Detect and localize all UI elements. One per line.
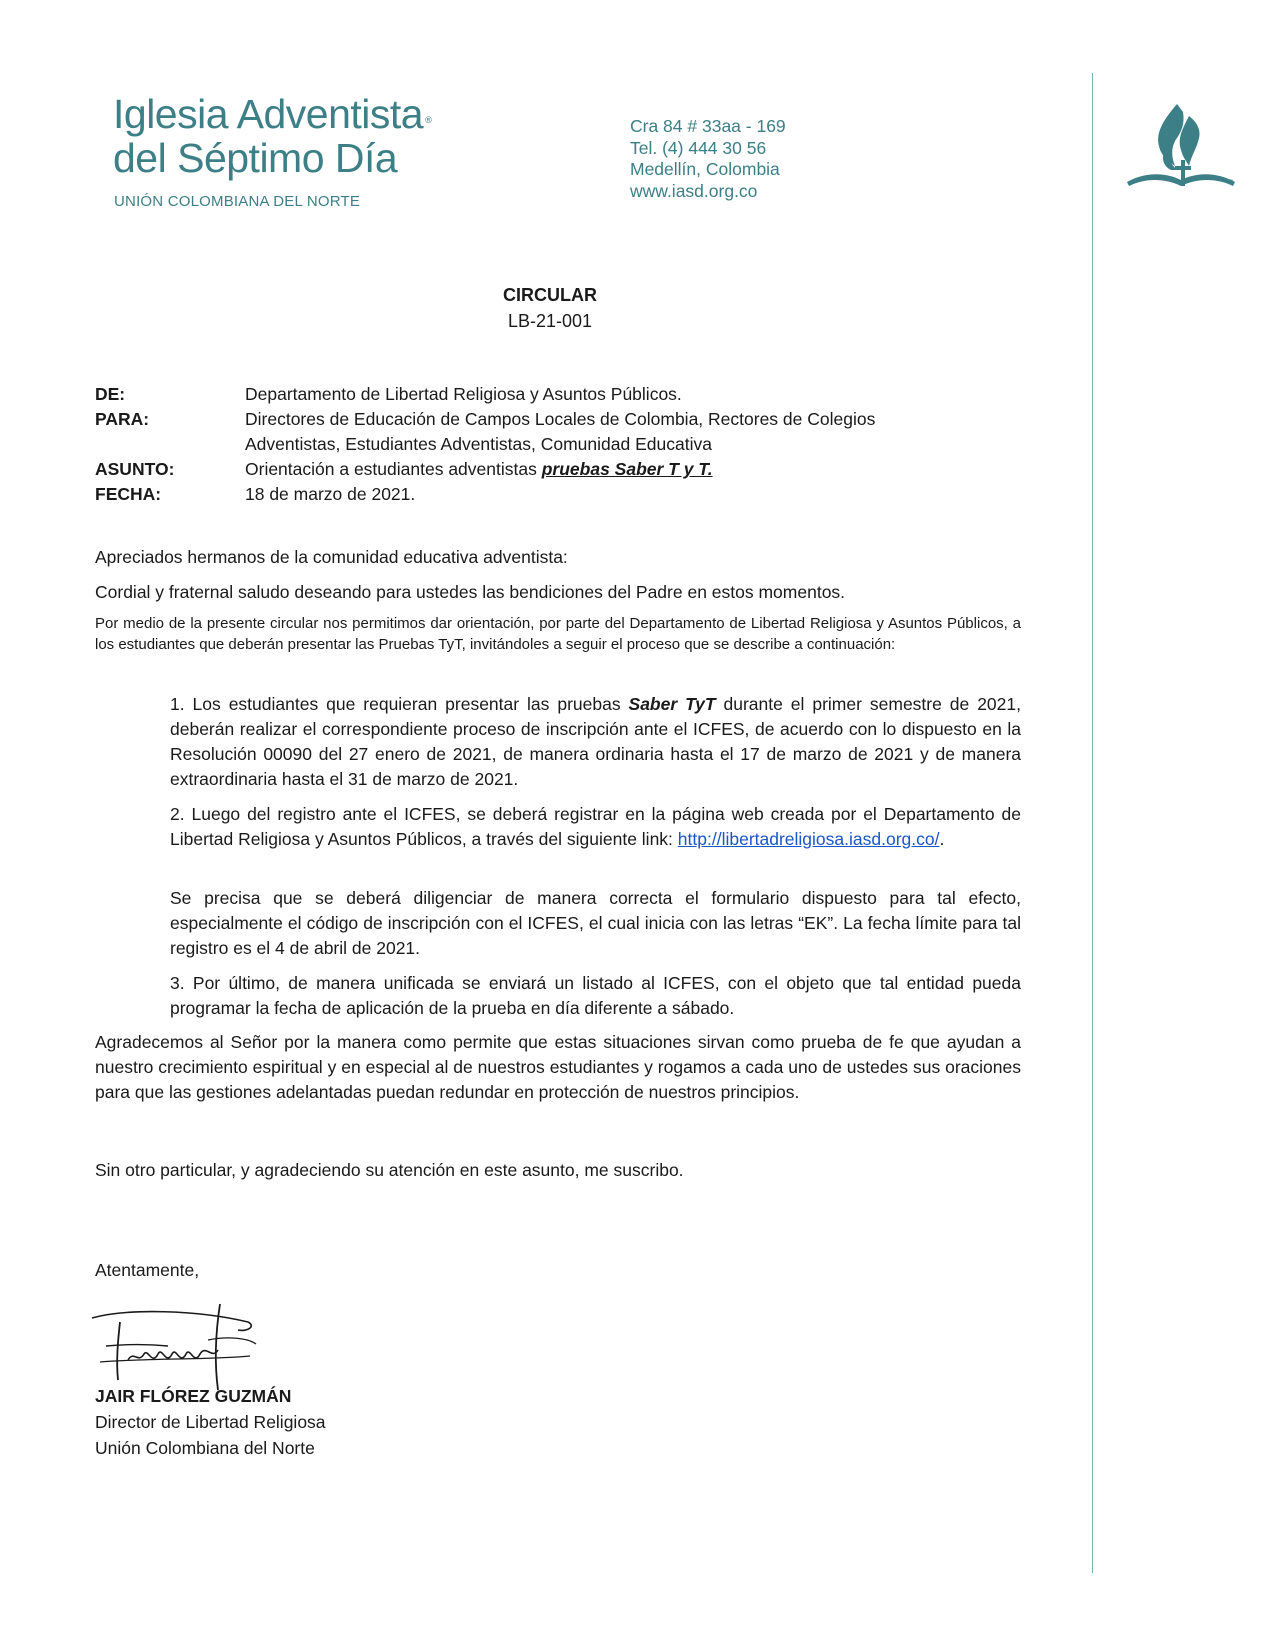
contact-website: www.iasd.org.co bbox=[630, 180, 758, 201]
meta-fecha-label: FECHA: bbox=[95, 484, 162, 504]
organization-name-line1: Iglesia Adventista ® bbox=[113, 91, 432, 137]
registered-mark: ® bbox=[425, 115, 432, 125]
note-paragraph: Se precisa que se deberá diligenciar de manera correcta el formulario dispuesto para tal efecto, especialmente el código de inscripción con el ICFES, el cual inicia con las letras “EK”. La fecha límite para tal registro es el 4 de abril de 2021. bbox=[170, 888, 1021, 958]
circular-title: CIRCULAR bbox=[503, 285, 597, 305]
contact-phone: Tel. (4) 444 30 56 bbox=[630, 137, 767, 158]
meta-fecha-value: 18 de marzo de 2021. bbox=[245, 484, 416, 504]
church-logo-icon bbox=[1125, 98, 1237, 198]
contact-city: Medellín, Colombia bbox=[630, 159, 780, 179]
registration-link[interactable]: http://libertadreligiosa.iasd.org.co/ bbox=[677, 829, 940, 849]
organization-name-line2: del Séptimo Día bbox=[113, 135, 398, 181]
meta-para-label: PARA: bbox=[95, 409, 150, 429]
meta-para-line1: Directores de Educación de Campos Locales de Colombia, Rectores de Colegios bbox=[245, 409, 876, 429]
meta-de-value: Departamento de Libertad Religiosa y Asuntos Públicos. bbox=[245, 384, 682, 404]
contact-address: Cra 84 # 33aa - 169 bbox=[630, 116, 786, 136]
list-item-1-emphasis: Saber TyT bbox=[628, 694, 716, 714]
list-item-3: 3. Por último, de manera unificada se enviará un listado al ICFES, con el objeto que tal entidad pueda programar la fecha de aplicación de la prueba en día diferente a sábado. bbox=[170, 973, 1021, 1018]
signer-position: Director de Libertad Religiosa bbox=[95, 1412, 326, 1432]
list-item-2: 2. Luego del registro ante el ICFES, se deberá registrar en la página web creada por el Departamento de Libertad Religiosa y Asuntos Públicos, a través del siguiente link: http://libertadreligiosa.iasd.org.co/. bbox=[170, 804, 1021, 849]
meta-asunto-label: ASUNTO: bbox=[95, 459, 175, 479]
contact-block bbox=[630, 116, 786, 202]
signer-name: JAIR FLÓREZ GUZMÁN bbox=[95, 1386, 292, 1406]
salutation: Cordial y fraternal saludo deseando para ustedes las bendiciones del Padre en estos momentos. bbox=[95, 582, 846, 602]
list-item-1: 1. Los estudiantes que requieran presentar las pruebas Saber TyT durante el primer semestre de 2021, deberán realizar el correspondiente proceso de inscripción ante el ICFES, de acuerdo con lo dispuesto en la Resolución 00090 del 27 enero de 2021, de manera ordinaria hasta el 17 de marzo de 2021 y de manera extraordinaria hasta el 31 de marzo de 2021. bbox=[170, 694, 1021, 789]
signer-organization: Unión Colombiana del Norte bbox=[95, 1438, 315, 1458]
circular-code: LB-21-001 bbox=[507, 311, 593, 331]
intro-paragraph: Por medio de la presente circular nos permitimos dar orientación, por parte del Departamento de Libertad Religiosa y Asuntos Públicos, a los estudiantes que deberán presentar las Pruebas TyT, invitándoles a seguir el proceso que se describe a continuación: bbox=[95, 615, 1021, 653]
meta-de-label: DE: bbox=[95, 384, 126, 404]
svg-text:®: ® bbox=[1229, 180, 1234, 186]
circular-title-block bbox=[0, 282, 1100, 334]
thanks-paragraph: Agradecemos al Señor por la manera como permite que estas situaciones sirvan como prueba de fe que ayudan a nuestro crecimiento espiritual y en especial al de nuestros estudiantes y rogamos a cada uno de ustedes sus oraciones para que las gestiones adelantadas puedan redundar en protección de nuestros principios. bbox=[95, 1032, 1021, 1102]
handwritten-signature bbox=[88, 1300, 258, 1392]
meta-asunto-value: Orientación a estudiantes adventistas pruebas Saber T y T. bbox=[245, 459, 713, 479]
meta-para-line2: Adventistas, Estudiantes Adventistas, Comunidad Educativa bbox=[245, 434, 712, 454]
meta-asunto-emphasis: pruebas Saber T y T. bbox=[541, 459, 713, 479]
valediction: Atentamente, bbox=[95, 1260, 200, 1280]
greeting: Apreciados hermanos de la comunidad educativa adventista: bbox=[95, 547, 568, 567]
organization-name bbox=[113, 92, 431, 180]
closing-line: Sin otro particular, y agradeciendo su atención en este asunto, me suscribo. bbox=[95, 1160, 684, 1180]
organization-union: UNIÓN COLOMBIANA DEL NORTE bbox=[114, 193, 361, 210]
signature-block bbox=[95, 1383, 326, 1461]
